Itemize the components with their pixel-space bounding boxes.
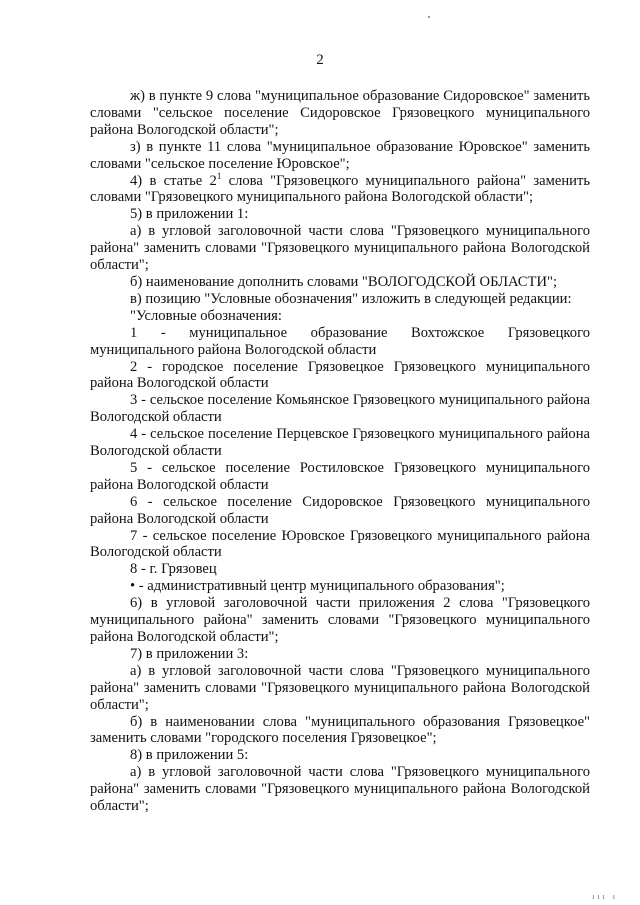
paragraph-appendix-5: 8) в приложении 5: xyxy=(130,747,249,764)
paragraph-item-zh: ж) в пункте 9 слова "муниципальное образование Сидоровское" заменить словами "сельское поселение Сидоровское Грязовецкого муниципального района Вологодской области"; xyxy=(90,88,590,138)
paragraph-appendix-5-a: а) в угловой заголовочной части слова "Грязовецкого муниципального района" заменить словами "Грязовецкого муниципального района Вологодской области"; xyxy=(90,764,590,815)
legend-item-3: 3 - сельское поселение Комьянское Грязовецкого муниципального района Вологодской области xyxy=(90,392,590,426)
paragraph-appendix-2: 6) в угловой заголовочной части приложения 2 слова "Грязовецкого муниципального района" заменить словами "Грязовецкого муниципального района Вологодской области"; xyxy=(90,595,590,645)
legend-item-5: 5 - сельское поселение Ростиловское Грязовецкого муниципального района Вологодской области xyxy=(90,459,590,493)
legend-item-center: • - административный центр муниципального образования"; xyxy=(130,578,505,595)
paragraph-appendix-3: 7) в приложении 3: xyxy=(130,645,249,662)
document-body xyxy=(90,88,590,815)
legend-item-4: 4 - сельское поселение Перцевское Грязовецкого муниципального района Вологодской области xyxy=(90,426,590,460)
article-text-after: слова "Грязовецкого муниципального района" заменить словами "Грязовецкого муниципального района Вологодской области"; xyxy=(90,172,590,206)
paragraph-appendix-1: 5) в приложении 1: xyxy=(130,206,249,223)
legend-item-7: 7 - сельское поселение Юровское Грязовецкого муниципального района Вологодской области xyxy=(90,527,590,561)
legend-item-6: 6 - сельское поселение Сидоровское Грязовецкого муниципального района Вологодской области xyxy=(90,493,590,527)
corner-mark: ııı ı xyxy=(592,892,618,901)
page-number: 2 xyxy=(316,52,324,68)
legend-item-1: 1 - муниципальное образование Вохтожское Грязовецкого муниципального района Вологодской области xyxy=(90,324,590,358)
paragraph-item-z: з) в пункте 11 слова "муниципальное образование Юровское" заменить словами "сельское поселение Юровское"; xyxy=(90,138,590,172)
legend-heading: "Условные обозначения: xyxy=(130,307,282,324)
scan-speck xyxy=(428,16,430,18)
paragraph-appendix-1-v: в) позицию "Условные обозначения" изложить в следующей редакции: xyxy=(130,290,572,307)
paragraph-appendix-3-a: а) в угловой заголовочной части слова "Грязовецкого муниципального района" заменить словами "Грязовецкого муниципального района Вологодской области"; xyxy=(90,662,590,713)
paragraph-appendix-1-b: б) наименование дополнить словами "ВОЛОГОДСКОЙ ОБЛАСТИ"; xyxy=(130,273,557,290)
paragraph-appendix-1-a: а) в угловой заголовочной части слова "Грязовецкого муниципального района" заменить словами "Грязовецкого муниципального района Вологодской области"; xyxy=(90,223,590,274)
paragraph-article-2-1 xyxy=(90,170,590,207)
article-text-before: 4) в статье 2 xyxy=(130,172,217,189)
legend-item-2: 2 - городское поселение Грязовецкое Грязовецкого муниципального района Вологодской области xyxy=(90,358,590,392)
article-superscript: 1 xyxy=(216,170,222,181)
legend-item-8: 8 - г. Грязовец xyxy=(130,561,217,578)
paragraph-appendix-3-b: б) в наименовании слова "муниципального образования Грязовецкое" заменить словами "городского поселения Грязовецкое"; xyxy=(90,713,590,747)
